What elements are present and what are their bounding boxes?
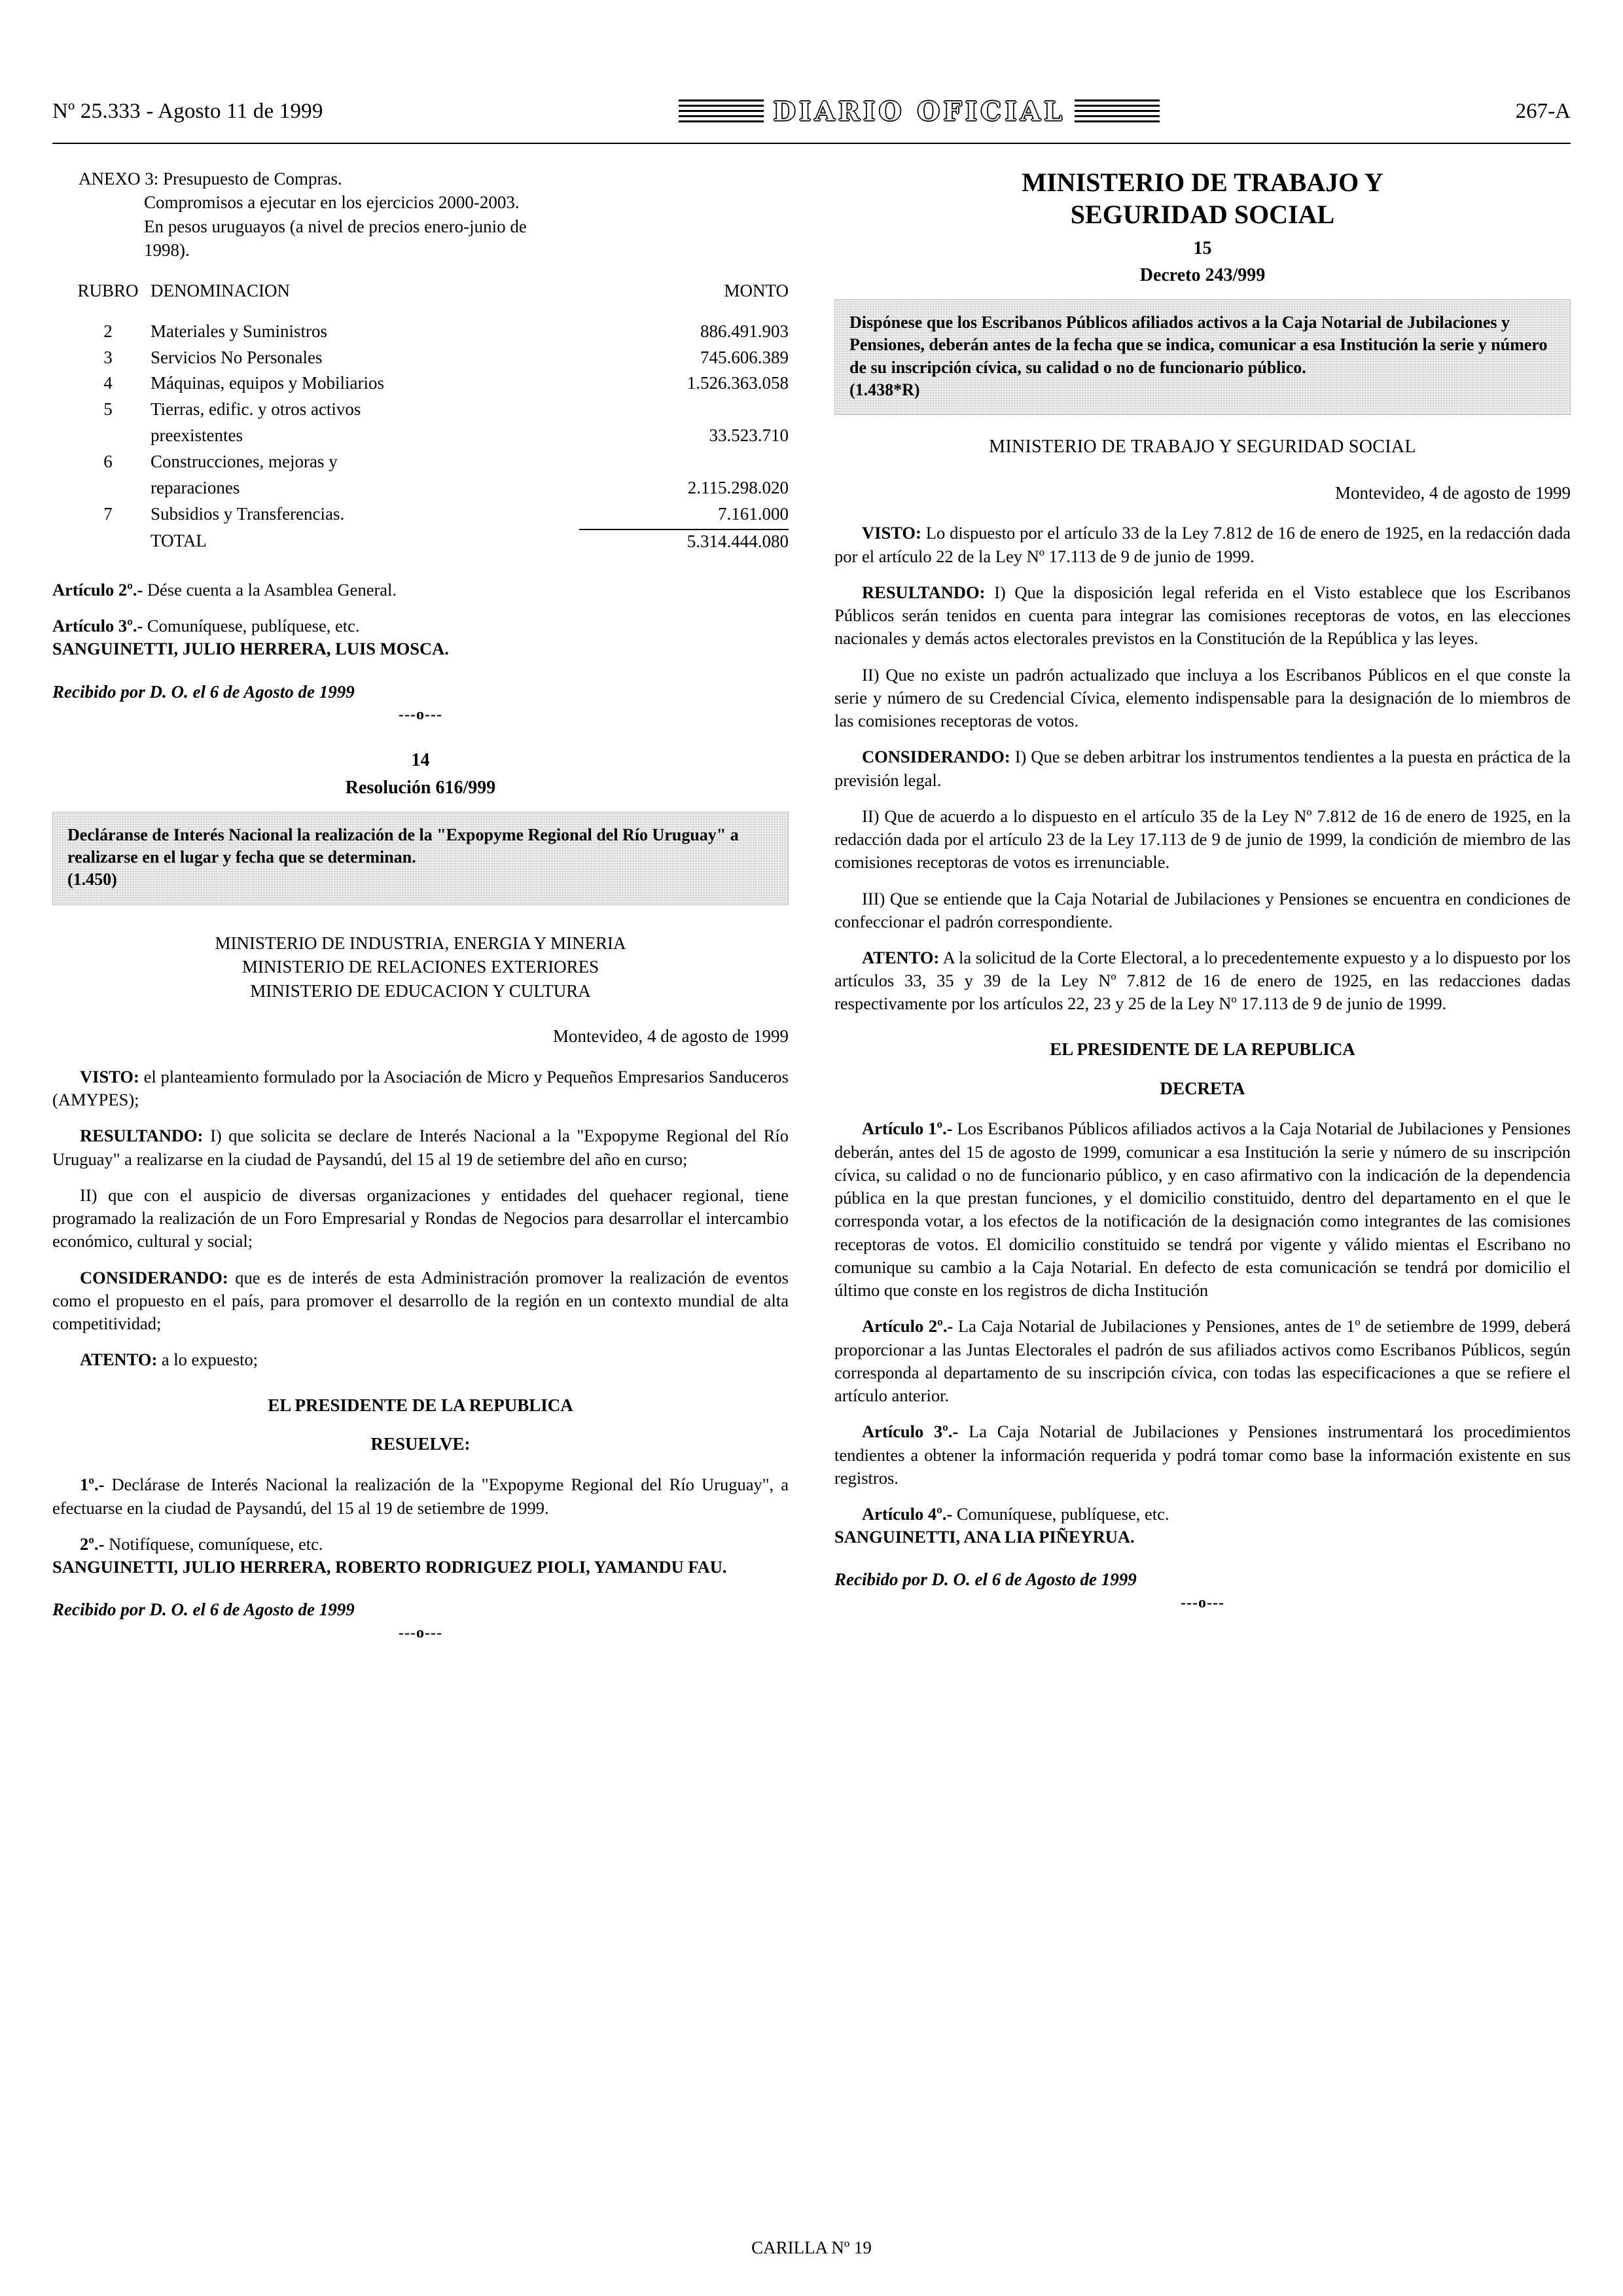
column-header-denominacion: DENOMINACION: [151, 280, 290, 300]
masthead: [52, 85, 1571, 137]
articulo-3-label: Artículo 3º.-: [862, 1422, 959, 1442]
resultando-paragraph-left: [52, 1124, 789, 1170]
articulo-2-text: Dése cuenta a la Asamblea General.: [143, 579, 397, 600]
ministry-title: [834, 167, 1571, 231]
ministry-title-line-1: MINISTERIO DE TRABAJO Y: [1022, 168, 1383, 197]
content-columns: [52, 167, 1571, 2204]
atento-label: ATENTO:: [862, 947, 940, 967]
resultando-label: RESULTANDO:: [80, 1126, 204, 1146]
cell-rubro-empty: [52, 424, 151, 450]
table-row-continuation: [52, 476, 789, 503]
cell-monto: 886.491.903: [700, 321, 789, 341]
cell-denominacion-cont: reparaciones: [151, 478, 240, 498]
articulo-4-text: Comuníquese, publíquese, etc.: [952, 1504, 1169, 1524]
anexo-line-2: Compromisos a ejecutar en los ejercicios 2000-2003.: [144, 192, 520, 213]
item-1-paragraph: [52, 1473, 789, 1519]
cell-denominacion: Tierras, edific. y otros activos: [151, 399, 361, 420]
decree-name: Decreto 243/999: [1139, 264, 1266, 285]
resultando-label: RESULTANDO:: [862, 582, 986, 602]
cell-denominacion: Construcciones, mejoras y: [151, 452, 338, 472]
cell-total-label: TOTAL: [151, 530, 207, 550]
hatch-ornament-right: [1075, 99, 1160, 123]
atento-text: a lo expuesto;: [157, 1350, 259, 1370]
ministries-list: [52, 931, 789, 1003]
cell-rubro: 4: [103, 373, 113, 393]
resultando-paragraph-right: [834, 581, 1571, 651]
signers-text: SANGUINETTI, JULIO HERRERA, LUIS MOSCA.: [52, 639, 449, 659]
table-row-continuation: [52, 424, 789, 450]
articulo-2-text: La Caja Notarial de Jubilaciones y Pensiones, antes de 1º de setiembre de 1999, deberá proporcionar a las Juntas Electorales el padrón de sus afiliados activos como Escribanos Públicos, según corresponda al departamento de su inscripción cívica, con todas las especificaciones a que se refiere el artículo anterior.: [834, 1316, 1571, 1406]
column-header-rubro: RUBRO: [77, 280, 139, 300]
visto-paragraph-left: [52, 1066, 789, 1111]
resolution-summary-code: (1.450): [67, 870, 117, 889]
presidente-heading-right: EL PRESIDENTE DE LA REPUBLICA: [1050, 1039, 1355, 1059]
left-column: [52, 167, 789, 2204]
cell-total-monto: 5.314.444.080: [579, 529, 789, 556]
articulo-4-label: Artículo 4º.-: [862, 1504, 953, 1524]
anexo-line-4: 1998).: [144, 240, 190, 260]
articulo-3-paragraph: [52, 615, 789, 637]
signers-line-right: [834, 1526, 1571, 1549]
decree-summary-text: Dispónese que los Escribanos Públicos afiliados activos a la Caja Notarial de Jubilaciones y Pensiones, deberán antes de la fecha que se indica, comunicar a esa Institución la serie y número de su inscripción cívica, su calidad o no de funcionario público.: [849, 313, 1548, 377]
table-row: [52, 372, 789, 398]
signers-text: SANGUINETTI, JULIO HERRERA, ROBERTO RODRIGUEZ PIOLI, YAMANDU FAU.: [52, 1557, 727, 1577]
ministry-title-line-2: SEGURIDAD SOCIAL: [1070, 199, 1335, 229]
visto-text: Lo dispuesto por el artículo 33 de la Ley 7.812 de 16 de enero de 1925, en la redacción dada por el artículo 22 de la Ley Nº 17.113 de 9 de junio de 1999.: [834, 523, 1571, 566]
item-2-paragraph: [52, 1533, 789, 1556]
cell-denominacion: Máquinas, equipos y Mobiliarios: [151, 373, 384, 393]
articulo-3-text: La Caja Notarial de Jubilaciones y Pensiones instrumentará los procedimientos tendientes a obtener la información requerida y podrá tomar como base la información existente en sus registros.: [834, 1422, 1571, 1488]
articulo-2-label: Artículo 2º.-: [52, 579, 143, 600]
hatch-ornament-left: [679, 99, 764, 123]
ministry-line: MINISTERIO DE RELACIONES EXTERIORES: [241, 957, 599, 977]
table-row: [52, 398, 789, 424]
cell-monto: 7.161.000: [718, 504, 789, 524]
issue-info: Nº 25.333 - Agosto 11 de 1999: [52, 99, 323, 123]
cell-denominacion: Subsidios y Transferencias.: [151, 504, 345, 524]
table-row: [52, 450, 789, 476]
cell-monto: 2.115.298.020: [687, 478, 789, 498]
header-divider: [52, 143, 1571, 144]
page-number: 267-A: [1515, 99, 1571, 123]
resultando-text: I) Que la disposición legal referida en el Visto establece que los Escribanos Públicos serán tenidos en cuenta para integrar las comisiones receptoras de votos, en las elecciones nacionales y demás actos electorales previstos en la Constitución de la República y las leyes.: [834, 582, 1571, 649]
recibido-line-2: Recibido por D. O. el 6 de Agosto de 1999: [52, 1600, 355, 1620]
resolution-summary-text: Decláranse de Interés Nacional la realización de la "Expopyme Regional del Río Uruguay" a realizarse en el lugar y fecha que se determinan.: [67, 825, 739, 867]
table-row-total: [52, 529, 789, 556]
articulo-3-paragraph-right: [834, 1420, 1571, 1490]
visto-paragraph-right: [834, 522, 1571, 567]
publication-title: DIARIO OFICIAL: [773, 96, 1066, 127]
decree-summary-code: (1.438*R): [849, 380, 920, 399]
cell-rubro-empty: [52, 529, 151, 556]
budget-table: [52, 279, 789, 556]
atento-paragraph-right: [834, 946, 1571, 1016]
articulo-1-label: Artículo 1º.-: [862, 1119, 953, 1139]
atento-text: A la solicitud de la Corte Electoral, a lo precedentemente expuesto y a lo dispuesto por los artículos 33, 35 y 39 de la Ley Nº 7.812 de 16 de enero de 1925, en las redacciones dadas respectivamente por los artículos 22, 23 y 25 de la Ley Nº 17.113 de 9 de junio de 1999.: [834, 947, 1571, 1014]
articulo-1-paragraph-right: [834, 1117, 1571, 1302]
cell-rubro: 3: [103, 347, 113, 367]
considerando-label: CONSIDERANDO:: [862, 747, 1010, 767]
considerando-text: que es de interés de esta Administración promover la realización de eventos como el propuesto en el país, para promover el desarrollo de la región en un contexto mundial de alta competitividad;: [52, 1267, 789, 1334]
signers-line-2: [52, 1556, 789, 1579]
anexo-block: [52, 167, 789, 262]
anexo-title: ANEXO 3: Presupuesto de Compras.: [79, 169, 342, 188]
separator-2: ---o---: [399, 1624, 442, 1642]
recibido-line-right: Recibido por D. O. el 6 de Agosto de 1999: [834, 1570, 1137, 1590]
cell-rubro: 7: [103, 504, 113, 524]
resultando-text: I) que solicita se declare de Interés Nacional a la "Expopyme Regional del Río Uruguay" a realizarse en la ciudad de Paysandú, del 15 al 19 de setiembre del año en curso;: [52, 1126, 789, 1169]
cell-denominacion-cont: preexistentes: [151, 425, 243, 446]
articulo-3-text: Comuníquese, publíquese, etc.: [143, 616, 360, 636]
recibido-line-1: Recibido por D. O. el 6 de Agosto de 1999: [52, 681, 355, 702]
visto-label: VISTO:: [80, 1066, 139, 1086]
right-column: [834, 167, 1571, 2204]
page-footer: CARILLA Nº 19: [751, 2238, 872, 2257]
item-1-label: 1º.-: [80, 1475, 105, 1495]
resultando-2-left: II) que con el auspicio de diversas organizaciones y entidades del quehacer regional, tiene programado la realización de un Foro Empresarial y Rondas de Negocios para desarrollar el intercambio económico, cultural y social;: [52, 1185, 789, 1251]
atento-paragraph-left: [52, 1348, 789, 1371]
considerando-2-right: II) Que de acuerdo a lo dispuesto en el artículo 35 de la Ley Nº 7.812 de 16 de enero de 1925, en la redacción dada por el artículo 23 de la Ley 17.113 de 9 de junio de 1999, la condición de miembro de las comisiones receptoras de votos es irrenunciable.: [834, 806, 1571, 872]
considerando-text: I) Que se deben arbitrar los instrumentos tendientes a la puesta en práctica de la previsión legal.: [834, 747, 1571, 790]
decree-summary-box: [834, 299, 1571, 415]
cell-monto-empty: [579, 398, 789, 424]
cell-monto: 33.523.710: [709, 425, 789, 446]
column-header-monto: MONTO: [724, 280, 789, 300]
resolution-summary-box: [52, 812, 789, 905]
table-row: [52, 320, 789, 346]
place-date-right: Montevideo, 4 de agosto de 1999: [1335, 482, 1571, 503]
articulo-1-text: Los Escribanos Públicos afiliados activos a la Caja Notarial de Jubilaciones y Pensiones deberán, antes del 15 de agosto de 1999, comunicar a esa Institución la serie y número de su inscripción cívica, su calidad o no de funcionario público, y en caso afirmativo con la indicación de la dependencia pública en la que prestan funciones, y el domicilio constituido, dentro del departamento en el que le corresponda votar, a los efectos de la notificación de la designación como integrantes de las comisiones receptoras de votos. El domicilio constituido se tendrá por vigente y válido mientas el Escribano no comunique su cambio a la Caja Notarial. En defecto de esta comunicación se tendrá por domicilio el último que conste en los registros de dicha Institución: [834, 1119, 1571, 1300]
separator-right: ---o---: [1181, 1594, 1224, 1612]
place-date-left: Montevideo, 4 de agosto de 1999: [553, 1026, 789, 1047]
considerando-3-right: III) Que se entiende que la Caja Notarial de Jubilaciones y Pensiones se encuentra en condiciones de confeccionar el padrón correspondiente.: [834, 888, 1571, 931]
visto-text: el planteamiento formulado por la Asociación de Micro y Pequeños Empresarios Sanduceros (AMYPES);: [52, 1066, 789, 1110]
considerando-label: CONSIDERANDO:: [80, 1267, 228, 1287]
decree-number: 15: [1193, 238, 1212, 259]
signers-text: SANGUINETTI, ANA LIA PIÑEYRUA.: [834, 1527, 1135, 1547]
articulo-2-paragraph: [52, 579, 789, 601]
signers-line-1: [52, 637, 789, 660]
articulo-2-paragraph-right: [834, 1315, 1571, 1407]
resolution-number: 14: [411, 750, 430, 771]
considerando-paragraph-right: [834, 745, 1571, 791]
resultando-2-right: II) Que no existe un padrón actualizado que incluya a los Escribanos Públicos en el que conste la serie y número de su Credencial Cívica, elemento indispensable para la designación de lo miembros de las comisiones receptoras de votos.: [834, 664, 1571, 731]
separator-1: ---o---: [399, 706, 442, 724]
atento-label: ATENTO:: [80, 1350, 158, 1370]
articulo-3-label: Artículo 3º.-: [52, 616, 143, 636]
resolution-name: Resolución 616/999: [345, 777, 496, 798]
table-header-row: [52, 279, 789, 320]
cell-rubro-empty: [52, 476, 151, 503]
table-body: [52, 320, 789, 556]
cell-rubro: 2: [103, 321, 113, 341]
articulo-2-label: Artículo 2º.-: [862, 1316, 954, 1336]
cell-monto: 1.526.363.058: [687, 373, 789, 393]
item-2-text: Notifíquese, comuníquese, etc.: [104, 1534, 323, 1554]
cell-monto-empty: [579, 450, 789, 476]
organization-line: MINISTERIO DE TRABAJO Y SEGURIDAD SOCIAL: [989, 437, 1416, 457]
item-2-label: 2º.-: [80, 1534, 105, 1554]
item-1-text: Declárase de Interés Nacional la realización de la "Expopyme Regional del Río Uruguay", a efectuarse en la ciudad de Paysandú, del 15 al 19 de setiembre de 1999.: [52, 1475, 789, 1518]
masthead-logo: [323, 96, 1516, 127]
cell-denominacion: Servicios No Personales: [151, 347, 323, 367]
presidente-heading-left: EL PRESIDENTE DE LA REPUBLICA: [268, 1395, 573, 1415]
ministry-line: MINISTERIO DE INDUSTRIA, ENERGIA Y MINERIA: [215, 933, 626, 953]
ministry-line: MINISTERIO DE EDUCACION Y CULTURA: [250, 980, 591, 1001]
considerando-paragraph-left: [52, 1266, 789, 1336]
cell-monto: 745.606.389: [700, 347, 789, 367]
anexo-line-3: En pesos uruguayos (a nivel de precios enero-junio de: [144, 216, 527, 236]
table-row: [52, 503, 789, 529]
table-row: [52, 346, 789, 372]
cell-denominacion: Materiales y Suministros: [151, 321, 327, 341]
visto-label: VISTO:: [862, 523, 921, 543]
resuelve-heading: RESUELVE:: [370, 1434, 471, 1454]
cell-rubro: 6: [103, 452, 113, 472]
cell-rubro: 5: [103, 399, 113, 420]
decreta-heading: DECRETA: [1160, 1078, 1245, 1098]
articulo-4-paragraph-right: [834, 1503, 1571, 1526]
